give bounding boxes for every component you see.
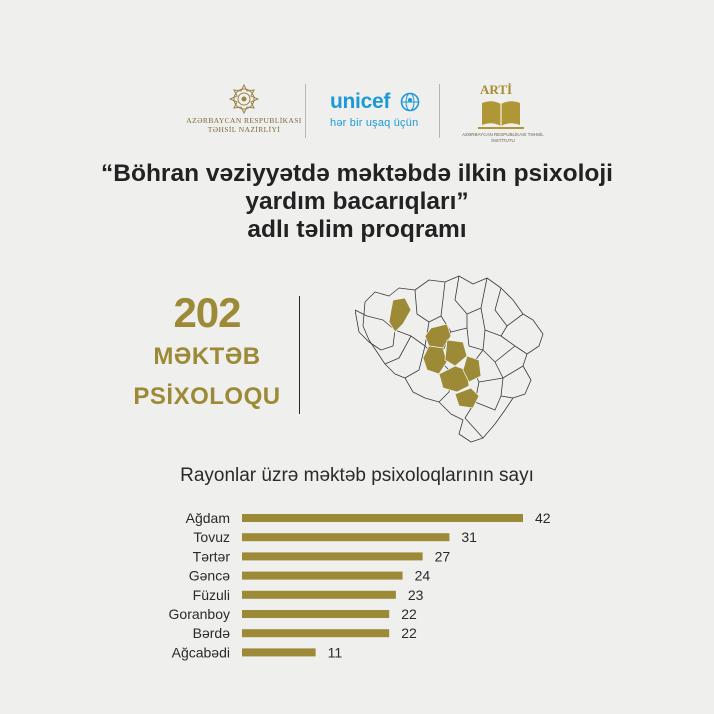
value-label: 27 — [434, 548, 451, 565]
unicef-globe-icon — [400, 92, 420, 112]
category-label: Tovuz — [193, 529, 230, 546]
unicef-tagline: hər bir uşaq üçün — [330, 117, 419, 129]
stat-divider — [299, 296, 300, 414]
category-label: Bərdə — [192, 625, 230, 642]
logo-bar — [0, 78, 714, 148]
bar — [242, 514, 523, 522]
azerbaijan-districts-map — [355, 270, 555, 450]
chart-title: Rayonlar üzrə məktəb psixoloqlarının sayı — [180, 465, 534, 486]
category-label: Ağdam — [185, 510, 230, 526]
unicef-logo — [330, 90, 430, 129]
value-label: 22 — [401, 606, 417, 622]
title-line: adlı təlim proqramı — [247, 216, 467, 243]
value-label: 11 — [327, 644, 343, 661]
category-label: Goranboy — [168, 606, 230, 622]
ministry-name-line2: TƏHSİL NAZİRLİYİ — [207, 125, 281, 134]
stat-value: 202 — [173, 289, 241, 336]
bar — [242, 552, 423, 560]
ministry-logo — [178, 82, 310, 134]
bar — [242, 572, 403, 580]
logo-divider — [439, 84, 440, 138]
stat-label: MƏKTƏB — [153, 343, 261, 370]
bar-chart — [0, 500, 714, 670]
logo-divider — [305, 84, 306, 138]
bar — [242, 629, 389, 637]
category-label: Tərtər — [192, 548, 230, 565]
value-label: 24 — [414, 567, 431, 584]
bar — [242, 610, 389, 618]
ministry-emblem-icon — [225, 82, 263, 116]
unicef-wordmark: unicef — [330, 90, 391, 113]
ministry-name-line1: AZƏRBAYCAN RESPUBLİKASI — [186, 116, 302, 125]
arti-subtitle: AZƏRBAYCAN RESPUBLİKASI TƏHSİL İNSTİTUTU — [462, 132, 544, 143]
value-label: 23 — [407, 586, 424, 603]
value-label: 31 — [461, 529, 477, 546]
bar — [242, 648, 316, 656]
arti-wordmark: ARTİ — [480, 82, 513, 97]
stat-label: PSİXOLOQU — [133, 383, 281, 410]
category-label: Ağcabədi — [171, 644, 230, 661]
bar — [242, 591, 396, 599]
bar — [242, 533, 449, 541]
page-title — [40, 160, 674, 244]
value-label: 22 — [401, 625, 417, 642]
title-line: “Böhran vəziyyətdə məktəbdə ilkin psixoloji — [101, 160, 613, 187]
arti-book-icon — [478, 97, 524, 131]
title-line: yardım bacarıqları” — [245, 188, 469, 215]
value-label: 42 — [535, 510, 551, 526]
category-label: Füzuli — [192, 586, 230, 603]
category-label: Gəncə — [188, 567, 230, 584]
